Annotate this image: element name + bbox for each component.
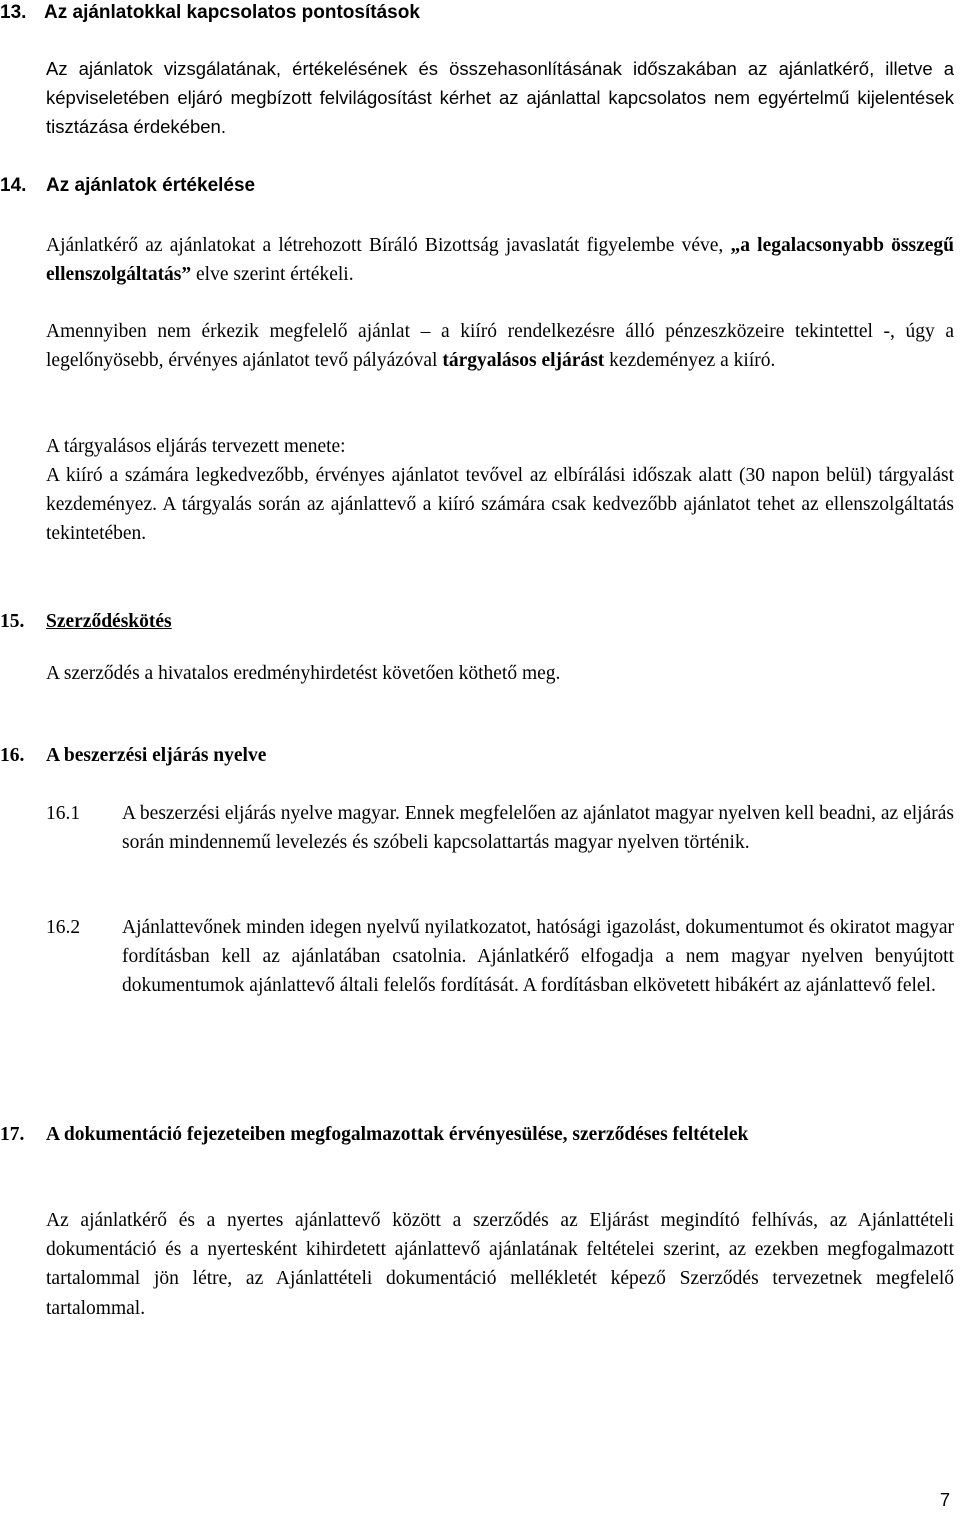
section-14-paragraph-4: A kiíró a számára legkedvezőbb, érvényes ajánlatot tevővel az elbírálási időszak alatt (30 napon belül) tárgyalást kezdeményez. A tárgyalás során az ajánlattevő a kiíró számára csak kedvezőbb ajánlatot tehet az ellenszolgáltatás tekintetében. [46,465,954,545]
item-text: A beszerzési eljárás nyelve magyar. Ennek megfelelően az ajánlatot magyar nyelven kell beadni, az eljárás során mindennemű levelezés és szóbeli kapcsolattartás magyar nyelven történik. [122,803,954,854]
page-number: 7 [940,1490,951,1510]
section-14-paragraph-3: A tárgyalásos eljárás tervezett menete: [46,436,346,457]
section-14-title: Az ajánlatok értékelése [46,175,256,196]
p1-text-c: elve szerint értékeli. [191,264,354,286]
p2-text-c: kezdeményez a kiíró. [604,350,776,372]
section-16-title: A beszerzési eljárás nyelve [46,745,267,766]
section-13-number: 13. [0,2,27,23]
section-17-number: 17. [0,1124,25,1145]
section-14-paragraph-1 [46,231,954,289]
section-16-number: 16. [0,745,25,766]
section-15-paragraph: A szerződés a hivatalos eredményhirdetést követően köthető meg. [46,663,561,684]
section-17-paragraph: Az ajánlatkérő és a nyertes ajánlattevő között a szerződés az Eljárást megindító felhívás, az Ajánlattételi dokumentáció és a nyertesként kihirdetett ajánlattevő ajánlatának feltételei szerint, az ezekben megfogalmazott tartalommal jön létre, az Ajánlattételi dokumentáció mellékletét képező Szerződés tervezetnek megfelelő tartalommal. [46,1210,954,1319]
section-15-number: 15. [0,611,25,632]
section-15-title: Szerződéskötés [46,611,172,632]
p1-criterion: „a legalacsonyabb összegű ellenszolgáltatás” [46,235,954,286]
p2-procedure: tárgyalásos eljárást [442,350,605,372]
item-number: 16.1 [46,803,81,824]
item-text: Ajánlattevőnek minden idegen nyelvű nyilatkozatot, hatósági igazolást, dokumentumot és okiratot magyar fordításban kell az ajánlatában csatolnia. Ajánlatkérő elfogadja a nem magyar nyelven benyújtott dokumentumok ajánlattevő általi felelős fordítását. A fordításban elkövetett hibákért az ajánlattevő felel. [122,917,954,997]
section-17-title: A dokumentáció fejezeteiben megfogalmazottak érvényesülése, szerződéses feltételek [46,1124,749,1145]
section-13-paragraph: Az ajánlatok vizsgálatának, értékelésének és összehasonlításának időszakában az ajánlatkérő, illetve a képviseletében eljáró megbízott felvilágosítást kérhet az ajánlattal kapcsolatos nem egyértelmű kijelentések tisztázása érdekében. [46,58,954,138]
section-14-paragraph-2 [46,317,954,375]
p2-text-a: Amennyiben nem érkezik megfelelő ajánlat – a kiíró rendelkezésre álló pénzeszközeire tekintettel -, úgy a legelőnyösebb, érvényes ajánlatot tevő pályázóval [46,321,954,372]
item-number: 16.2 [46,917,81,938]
section-13-heading [0,0,930,26]
section-14-number: 14. [0,175,27,196]
p1-text-a: Ajánlatkérő az ajánlatokat a létrehozott Bíráló Bizottság javaslatát figyelembe véve, [46,235,731,256]
section-13-title: Az ajánlatokkal kapcsolatos pontosítások [44,2,420,23]
